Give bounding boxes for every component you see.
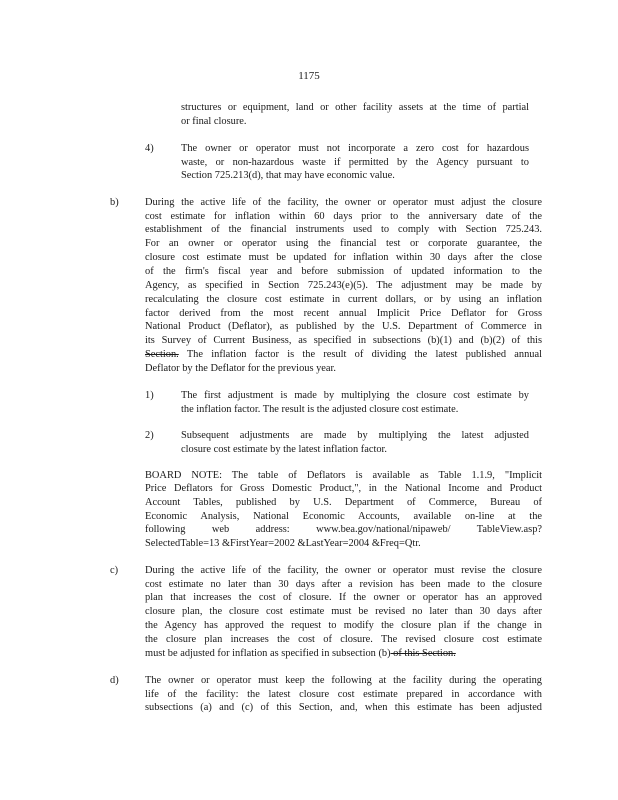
text-line: recalculating the closure cost estimate in current dollars, or by using an inflation	[145, 294, 542, 305]
text-line: the inflation factor. The result is the adjusted closure cost estimate.	[181, 404, 459, 415]
text-line: Section 725.213(d), that may have economic value.	[181, 170, 395, 181]
text-span: must be adjusted for inflation as specified in subsection (b)	[145, 648, 391, 659]
text-line: subsections (a) and (c) of this Section, and, when this estimate has been adjusted	[145, 702, 542, 713]
text-line: BOARD NOTE: The table of Deflators is available as Table 1.1.9, "Implicit	[145, 470, 542, 481]
text-line: During the active life of the facility, the owner or operator must adjust the closure	[145, 197, 542, 208]
text-line: During the active life of the facility, the owner or operator must revise the closure	[145, 565, 542, 576]
section-marker: b)	[110, 197, 119, 208]
text-line: Deflator by the Deflator for the previous year.	[145, 363, 336, 374]
text-line: waste, or non-hazardous waste if permitted by the Agency pursuant to	[181, 157, 529, 168]
struck-text: of this Section.	[390, 648, 456, 659]
text-span: The inflation factor is the result of dividing the latest published annual	[178, 349, 542, 360]
text-line	[145, 348, 542, 361]
text-line: Agency, as specified in Section 725.243(e)(5). The adjustment may be made by	[145, 280, 542, 291]
text-line: or final closure.	[181, 116, 247, 127]
struck-text: Section.	[145, 349, 179, 360]
text-line: For an owner or operator using the financial test or corporate guarantee, the	[145, 238, 542, 249]
text-line: closure plan, the closure cost estimate must be revised no later than 30 days after	[145, 606, 542, 617]
text-line: life of the facility: the latest closure cost estimate prepared in accordance with	[145, 689, 542, 700]
text-line: factor derived from the most recent annual Implicit Price Deflator for Gross	[145, 308, 542, 319]
text-line: the Agency has approved the request to modify the closure plan if the change in	[145, 620, 542, 631]
text-line: The first adjustment is made by multiplying the closure cost estimate by	[181, 390, 529, 401]
section-marker: c)	[110, 565, 119, 576]
text-line: establishment of the financial instruments used to comply with Section 725.243.	[145, 224, 542, 235]
text-line	[145, 647, 542, 660]
text-line: cost estimate for inflation within 60 days prior to the anniversary date of the	[145, 211, 542, 222]
text-line: Account Tables, published by U.S. Department of Commerce, Bureau of	[145, 497, 542, 508]
text-line: closure cost estimate must be updated for inflation within 30 days after the close	[145, 252, 542, 263]
text-line: of the firm's fiscal year and before submission of updated information to the	[145, 266, 542, 277]
text-line: plan that increases the cost of closure. If the owner or operator has an approved	[145, 592, 542, 603]
item-marker: 4)	[145, 143, 154, 154]
text-line: Price Deflators for Gross Domestic Product,", in the National Income and Product	[145, 483, 542, 494]
item-marker: 1)	[145, 390, 154, 401]
text-line: The owner or operator must keep the following at the facility during the operating	[145, 675, 542, 686]
text-line: its Survey of Current Business, as specified in subsections (b)(1) and (b)(2) of this	[145, 335, 542, 346]
text-line: following web address: www.bea.gov/national/nipaweb/ TableView.asp?	[145, 524, 542, 535]
section-marker: d)	[110, 675, 119, 686]
text-line: Subsequent adjustments are made by multiplying the latest adjusted	[181, 430, 529, 441]
text-line: National Product (Deflator), as published by the U.S. Department of Commerce in	[145, 321, 542, 332]
text-line: The owner or operator must not incorporate a zero cost for hazardous	[181, 143, 529, 154]
text-line: SelectedTable=13 &FirstYear=2002 &LastYear=2004 &Freq=Qtr.	[145, 538, 421, 549]
item-marker: 2)	[145, 430, 154, 441]
text-line: cost estimate no later than 30 days after a revision has been made to the closure	[145, 579, 542, 590]
text-line: structures or equipment, land or other facility assets at the time of partial	[181, 102, 529, 113]
text-line: Economic Analysis, National Economic Accounts, available on-line at the	[145, 511, 542, 522]
page-number: 1175	[298, 70, 320, 82]
text-line: the closure plan increases the cost of closure. The revised closure cost estimate	[145, 634, 542, 645]
text-line: closure cost estimate by the latest inflation factor.	[181, 444, 388, 455]
